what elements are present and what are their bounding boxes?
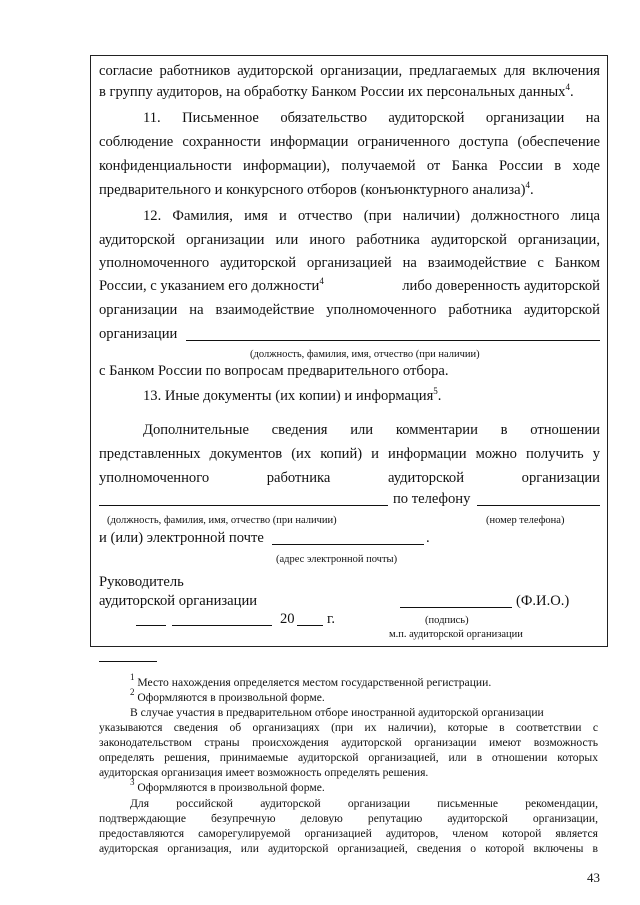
phone-field[interactable] [477,505,600,506]
page-number: 43 [587,870,600,885]
footnote-separator [99,661,157,662]
text-line: уполномоченного аудиторской организацией на взаимодействие с Банком [99,255,600,271]
footnote-text: определять решения, принимаемые аудиторской организацией, или в отношении которых [99,751,598,764]
phone-label: по телефону [393,491,471,507]
text-line: соблюдение сохранности информации ограниченного доступа (обеспечение [99,134,600,150]
footnote-text: Для российской аудиторской организации письменные рекомендации, [130,797,598,810]
fio-label: (Ф.И.О.) [516,593,570,609]
day-field[interactable] [136,625,166,626]
footnote-ref: 5 [433,386,438,396]
footnote-ref: 4 [525,180,530,190]
footnote-ref: 4 [319,276,324,286]
contact-person-field[interactable] [99,505,388,506]
stamp-caption: м.п. аудиторской организации [389,629,523,640]
footnote-text: аудиторская организация, или аудиторской организацией, сведения о которой включены в [99,842,598,855]
text-line: согласие работников аудиторской организации, предлагаемых для включения [99,63,600,79]
footnote-text: аудиторская организация имеет возможность определять решения. [99,766,429,779]
field-caption: (должность, фамилия, имя, отчество (при наличии) [250,349,480,360]
text-line: России, с указанием его должности$^4$ либо доверенность аудиторской [99,276,600,294]
footnote-text: указываются сведения об организациях (при их наличии), которые в соответствии с [99,721,598,734]
field-caption: (номер телефона) [486,515,565,526]
text-line: предварительного и конкурсного отборов (конъюнктурного анализа)$^4$. [99,180,534,198]
text-line: в группу аудиторов, на обработку Банком России их персональных данных$^4$. [99,82,574,100]
signature-field[interactable] [400,607,512,608]
email-label: и (или) электронной почте [99,530,264,546]
item-13: 13. Иные документы (их копии) и информация$^5$. [143,386,442,404]
text-line: с Банком России по вопросам предварительного отбора. [99,363,449,379]
position-name-field[interactable] [186,340,600,341]
footnote-1: $^1$ Место нахождения определяется местом государственной регистрации. [130,672,492,689]
field-caption: (подпись) [425,615,469,626]
footnote-text: В случае участия в предварительном отборе иностранной аудиторской организации [130,706,544,719]
item-12: 12. Фамилия, имя и отчество (при наличии) должностного лица [143,208,600,224]
month-field[interactable] [172,625,272,626]
year-field[interactable] [297,625,323,626]
footnote-2: $^2$ Оформляются в произвольной форме. [130,687,325,704]
footnote-ref: 4 [565,82,570,92]
signature-head-title: Руководитель [99,574,184,590]
text-line: представленных документов (их копий) и информации можно получить у [99,446,600,462]
year-suffix: г. [327,611,335,627]
footnote-text: предоставляются саморегулируемой организацией аудиторов, членом которой является [99,827,598,840]
text-line: организации [99,326,178,342]
field-caption: (адрес электронной почты) [276,554,398,565]
email-field[interactable] [272,544,424,545]
signature-head-title: аудиторской организации [99,593,258,609]
text-line: аудиторской организации или иного работника аудиторской организации, [99,232,600,248]
text-line: Дополнительные сведения или комментарии в отношении [143,422,600,438]
item-11: 11. Письменное обязательство аудиторской организации на [143,110,600,126]
text-line: . [426,530,430,546]
text-line: конфиденциальности информации), получаемой от Банка России в ходе [99,158,600,174]
text-line: уполномоченного работника аудиторской организации [99,470,600,486]
field-caption: (должность, фамилия, имя, отчество (при наличии) [107,515,337,526]
footnote-text: подтверждающие безупречную деловую репутацию аудиторской организации, [99,812,598,825]
year-prefix: 20 [280,611,295,627]
text-line: организации на взаимодействие уполномоченного работника аудиторской [99,302,600,318]
footnote-3: $^3$ Оформляются в произвольной форме. [130,777,325,794]
footnote-text: законодательством страны происхождения аудиторской организации имеют возможность [99,736,598,749]
